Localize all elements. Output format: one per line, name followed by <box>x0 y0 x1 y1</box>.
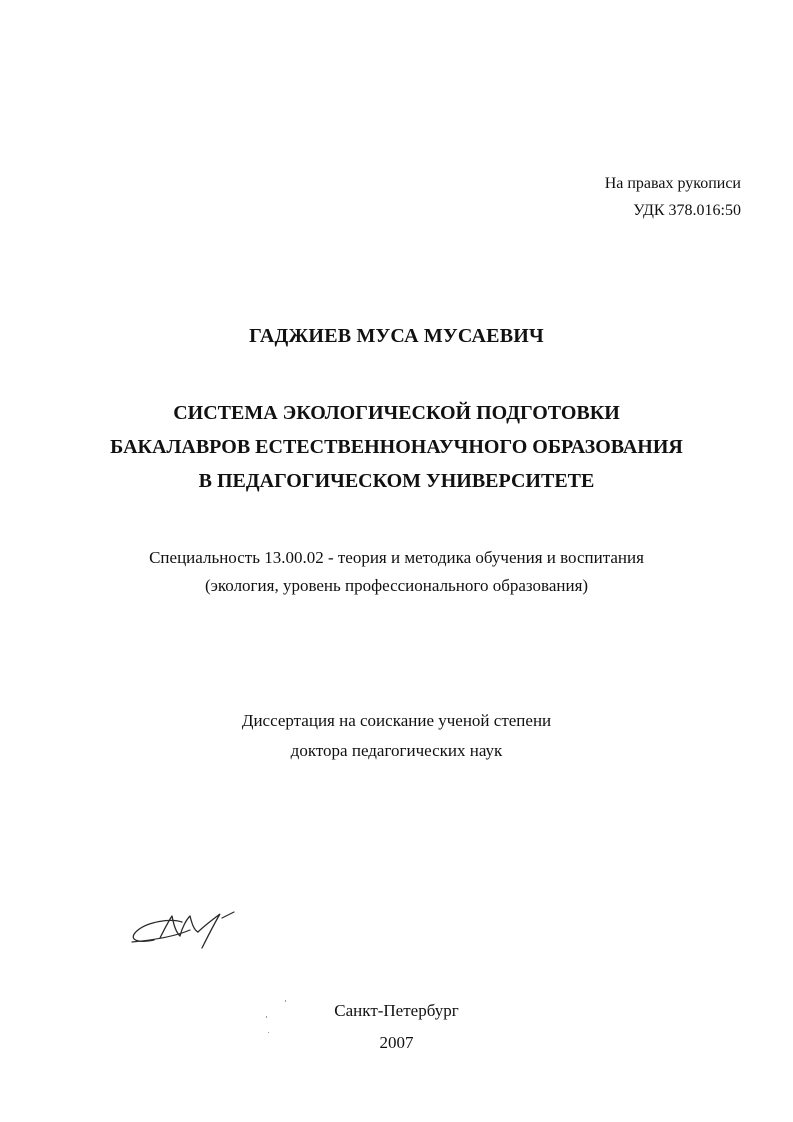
title-line: СИСТЕМА ЭКОЛОГИЧЕСКОЙ ПОДГОТОВКИ <box>173 402 620 424</box>
udc-code: УДК 378.016:50 <box>633 202 741 219</box>
title-line: В ПЕДАГОГИЧЕСКОМ УНИВЕРСИТЕТЕ <box>198 470 595 492</box>
scan-speck <box>266 1016 267 1018</box>
dissertation-title <box>30 396 763 498</box>
city: Санкт-Петербург <box>334 1001 459 1020</box>
author-name: ГАДЖИЕВ МУСА МУСАЕВИЧ <box>249 325 544 347</box>
specialty-detail-line: (экология, уровень профессионального образования) <box>204 576 589 595</box>
title-line: БАКАЛАВРОВ ЕСТЕСТВЕННОНАУЧНОГО ОБРАЗОВАНИЯ <box>110 436 683 458</box>
degree-block <box>20 706 773 766</box>
scan-speck <box>268 1032 269 1033</box>
rights-notice: На правах рукописи <box>604 175 741 192</box>
scan-speck <box>285 1000 286 1002</box>
degree-line: доктора педагогических наук <box>290 741 503 760</box>
header-block <box>605 170 741 224</box>
signature-icon <box>124 900 244 956</box>
specialty-block <box>20 544 773 600</box>
degree-line: Диссертация на соискание ученой степени <box>241 711 552 730</box>
imprint-block <box>0 995 793 1059</box>
year: 2007 <box>379 1033 414 1052</box>
specialty-code-line: Специальность 13.00.02 - теория и методика обучения и воспитания <box>149 548 644 567</box>
